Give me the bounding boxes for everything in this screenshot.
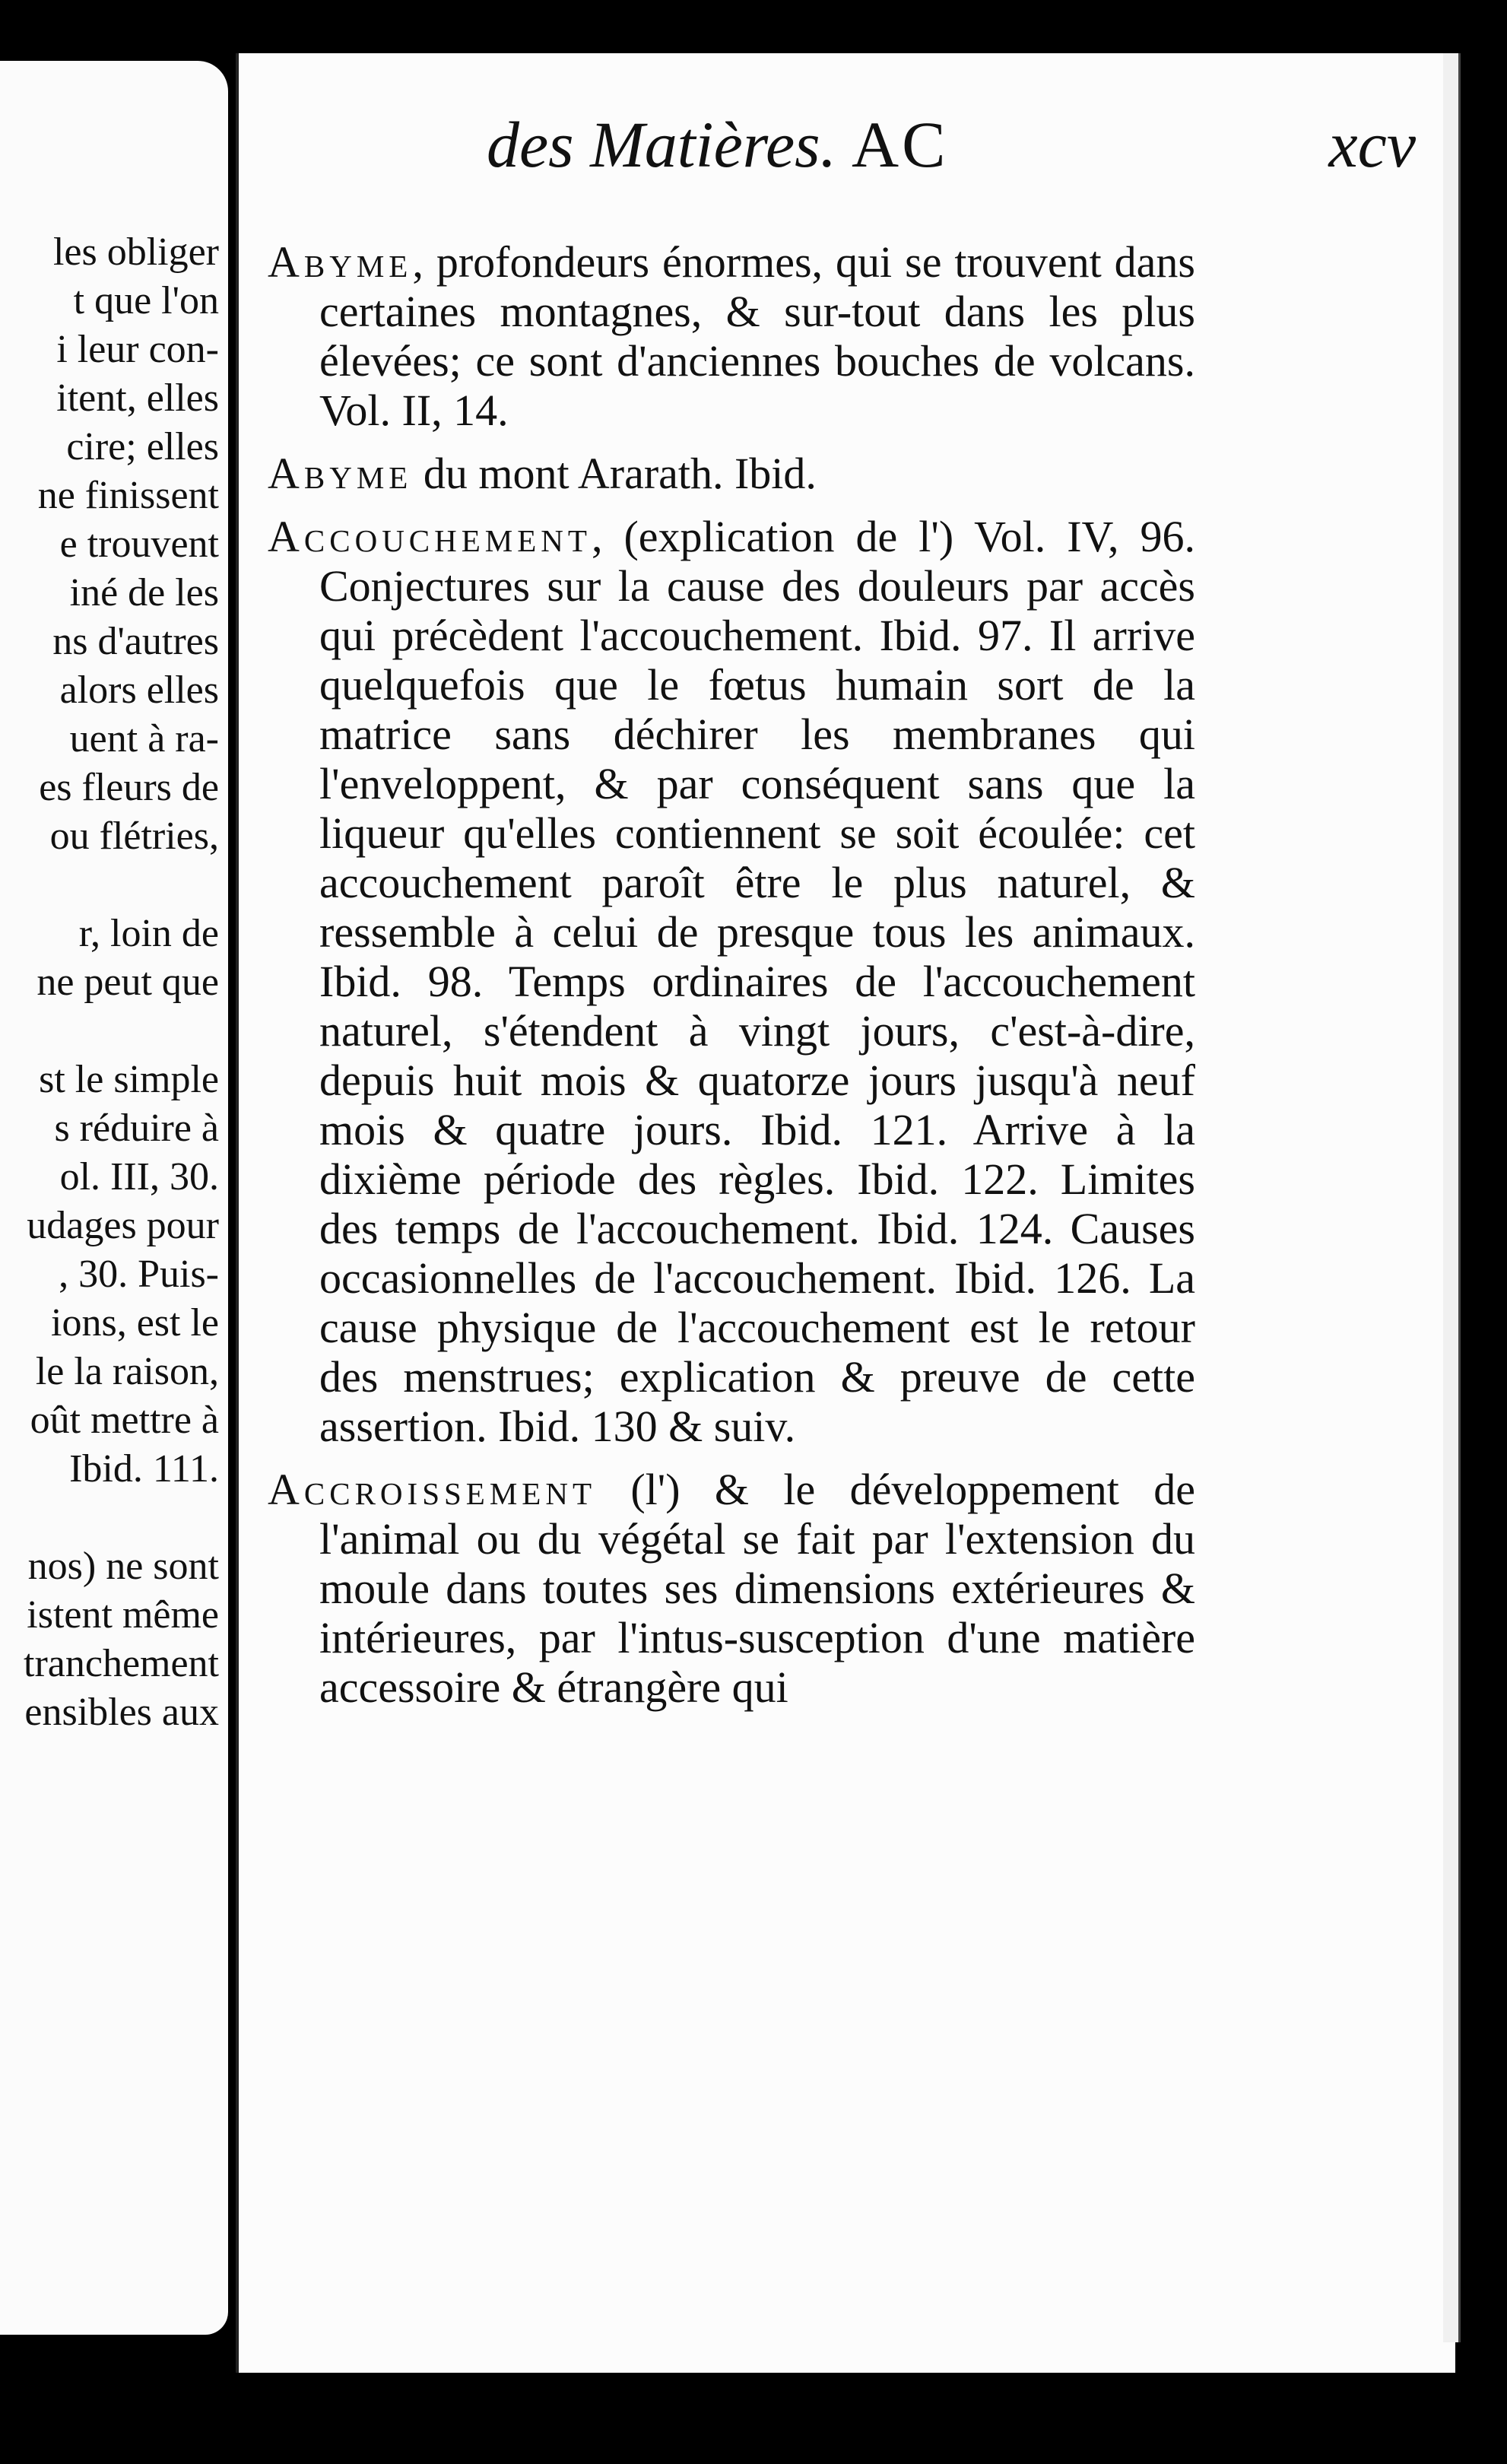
left-page-line: st le simple <box>39 1058 219 1101</box>
left-page-line: , 30. Puis- <box>59 1253 219 1296</box>
left-page-line: e trouvent <box>59 522 219 566</box>
entry-text: (l') & le développement de l'animal ou du végétal se fait par l'extension du moule dans toutes ses dimensions extérieures & intérieures, par l'intus-susception d'une matière accessoire & étrangère qui <box>319 1465 1195 1712</box>
index-entry <box>268 237 1195 435</box>
left-page-line: i leur con- <box>56 328 219 371</box>
left-page-line: t que l'on <box>73 279 219 322</box>
left-page-line: r, loin de <box>78 912 219 955</box>
page-edge <box>1443 53 1461 2342</box>
left-page-line: Ibid. 111. <box>69 1447 219 1491</box>
header-section: AC <box>852 108 949 181</box>
left-page-line: cire; elles <box>66 425 219 468</box>
index-entry <box>268 512 1195 1451</box>
left-page-line: uent à ra- <box>69 717 219 760</box>
left-page-line: alors elles <box>59 668 219 712</box>
left-page-line: istent même <box>27 1593 219 1637</box>
left-page-line: udages pour <box>27 1204 219 1247</box>
entry-head: Accouchement <box>268 512 592 561</box>
left-page-line: ions, est le <box>51 1301 219 1345</box>
left-page-line: oût mettre à <box>30 1399 219 1442</box>
entry-text: du mont Ararath. Ibid. <box>412 449 817 498</box>
left-page-line: s réduire à <box>54 1107 219 1150</box>
entry-head: Abyme <box>268 449 413 498</box>
left-page-line: ne peut que <box>36 961 219 1004</box>
left-page-line: iné de les <box>69 571 219 614</box>
entry-head: Abyme <box>268 237 413 287</box>
left-page-line: itent, elles <box>56 376 219 420</box>
left-page-fragment <box>0 61 228 2335</box>
index-content <box>268 237 1195 1726</box>
left-page-line: es fleurs de <box>39 766 219 809</box>
left-page-line: les obliger <box>52 230 219 274</box>
left-page-line: ou flétries, <box>49 814 219 858</box>
left-page-line: nos) ne sont <box>27 1545 219 1588</box>
entry-text: , profondeurs énormes, qui se trouvent dans certaines montagnes, & sur-tout dans les plus élevées; ce sont d'anciennes bouches de volcans. Vol. II, 14. <box>319 237 1195 435</box>
left-page-line: ne finissent <box>37 474 219 517</box>
running-header <box>243 106 1461 198</box>
page-folio: xcv <box>1328 108 1416 181</box>
left-page-line: ol. III, 30. <box>59 1155 219 1199</box>
index-entry <box>268 1465 1195 1712</box>
entry-head: Accroissement <box>268 1465 596 1514</box>
index-entry <box>268 449 1195 498</box>
left-page-line: tranchement <box>24 1642 219 1685</box>
left-page-line: ns d'autres <box>52 620 219 663</box>
left-page-line: le la raison, <box>35 1350 219 1393</box>
header-title: des Matières. <box>487 108 837 181</box>
entry-text: , (explication de l') Vol. IV, 96. Conjectures sur la cause des douleurs par accès qui précèdent l'accouchement. Ibid. 97. Il arrive quelquefois que le fœtus humain sort de la matrice sans déchirer les membranes qui l'enveloppent, & par conséquent sans que la liqueur qu'elles contiennent se soit écoulée: cet accouchement paroît être le plus naturel, & ressemble à celui de presque tous les animaux. Ibid. 98. Temps ordinaires de l'accouchement naturel, s'étendent à vingt jours, c'est-à-dire, depuis huit mois & quatorze jours jusqu'à neuf mois & quatre jours. Ibid. 121. Arrive à la dixième période des règles. Ibid. 122. Limites des temps de l'accouchement. Ibid. 124. Causes occasionnelles de l'accouchement. Ibid. 126. La cause physique de l'accouchement est le retour des menstrues; explication & preuve de cette assertion. Ibid. 130 & suiv. <box>319 512 1195 1451</box>
left-page-line: ensibles aux <box>24 1691 219 1734</box>
